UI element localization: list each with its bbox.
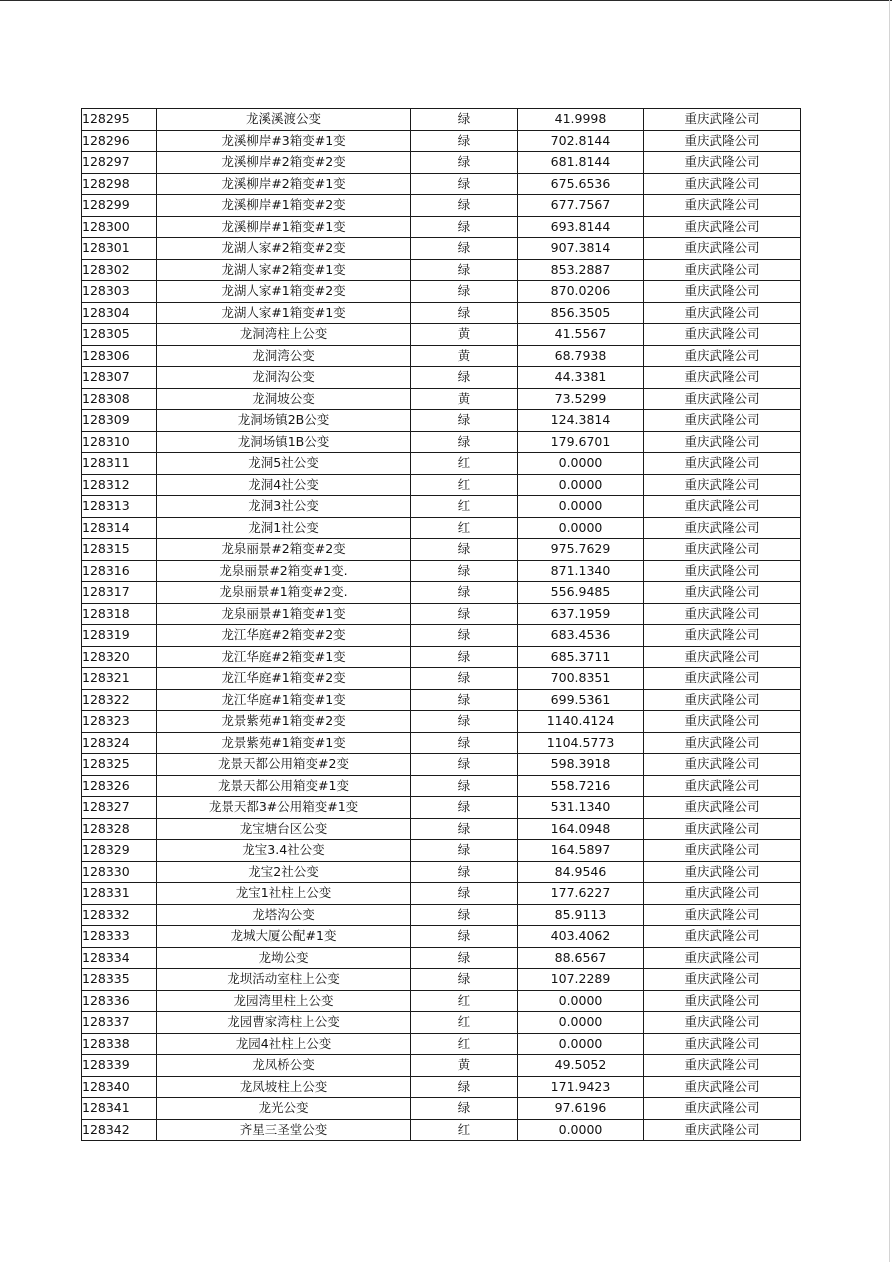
row-status-cell: 绿 (411, 625, 518, 647)
row-name-cell: 龙坳公变 (157, 947, 411, 969)
row-company-cell: 重庆武隆公司 (644, 818, 801, 840)
table-row (82, 410, 801, 432)
row-id-cell: 128336 (82, 990, 157, 1012)
row-name-cell: 龙江华庭#2箱变#1变 (157, 646, 411, 668)
row-value-cell: 700.8351 (518, 668, 644, 690)
row-id-cell: 128320 (82, 646, 157, 668)
row-value-cell: 85.9113 (518, 904, 644, 926)
row-id-cell: 128322 (82, 689, 157, 711)
row-company-cell: 重庆武隆公司 (644, 173, 801, 195)
row-name-cell: 龙园曹家湾柱上公变 (157, 1012, 411, 1034)
row-status-cell: 红 (411, 474, 518, 496)
row-value-cell: 685.3711 (518, 646, 644, 668)
row-company-cell: 重庆武隆公司 (644, 582, 801, 604)
row-company-cell: 重庆武隆公司 (644, 1055, 801, 1077)
row-id-cell: 128339 (82, 1055, 157, 1077)
row-company-cell: 重庆武隆公司 (644, 1098, 801, 1120)
row-name-cell: 龙景紫苑#1箱变#2变 (157, 711, 411, 733)
row-status-cell: 绿 (411, 560, 518, 582)
row-name-cell: 龙城大厦公配#1变 (157, 926, 411, 948)
row-value-cell: 164.0948 (518, 818, 644, 840)
row-value-cell: 699.5361 (518, 689, 644, 711)
row-id-cell: 128342 (82, 1119, 157, 1141)
row-id-cell: 128302 (82, 259, 157, 281)
row-name-cell: 龙园4社柱上公变 (157, 1033, 411, 1055)
row-company-cell: 重庆武隆公司 (644, 109, 801, 131)
row-value-cell: 558.7216 (518, 775, 644, 797)
row-status-cell: 黄 (411, 1055, 518, 1077)
row-id-cell: 128327 (82, 797, 157, 819)
row-company-cell: 重庆武隆公司 (644, 152, 801, 174)
row-company-cell: 重庆武隆公司 (644, 1119, 801, 1141)
table-row (82, 1119, 801, 1141)
row-value-cell: 68.7938 (518, 345, 644, 367)
row-id-cell: 128328 (82, 818, 157, 840)
row-name-cell: 龙洞场镇1B公变 (157, 431, 411, 453)
row-id-cell: 128317 (82, 582, 157, 604)
row-value-cell: 693.8144 (518, 216, 644, 238)
row-id-cell: 128295 (82, 109, 157, 131)
table-row (82, 238, 801, 260)
row-value-cell: 675.6536 (518, 173, 644, 195)
row-value-cell: 681.8144 (518, 152, 644, 174)
row-id-cell: 128308 (82, 388, 157, 410)
table-row (82, 732, 801, 754)
row-name-cell: 龙泉丽景#2箱变#2变 (157, 539, 411, 561)
row-value-cell: 598.3918 (518, 754, 644, 776)
row-id-cell: 128333 (82, 926, 157, 948)
row-name-cell: 龙溪柳岸#1箱变#1变 (157, 216, 411, 238)
row-name-cell: 龙洞3社公变 (157, 496, 411, 518)
table-row (82, 109, 801, 131)
row-company-cell: 重庆武隆公司 (644, 754, 801, 776)
row-company-cell: 重庆武隆公司 (644, 517, 801, 539)
table-row (82, 1098, 801, 1120)
table-row (82, 840, 801, 862)
row-status-cell: 绿 (411, 259, 518, 281)
page-right-edge (889, 0, 890, 1262)
row-status-cell: 红 (411, 1119, 518, 1141)
row-name-cell: 龙洞4社公变 (157, 474, 411, 496)
row-name-cell: 龙景天都公用箱变#2变 (157, 754, 411, 776)
row-name-cell: 龙景紫苑#1箱变#1变 (157, 732, 411, 754)
row-status-cell: 绿 (411, 238, 518, 260)
row-company-cell: 重庆武隆公司 (644, 711, 801, 733)
row-status-cell: 绿 (411, 582, 518, 604)
row-id-cell: 128305 (82, 324, 157, 346)
row-name-cell: 龙坝活动室柱上公变 (157, 969, 411, 991)
row-status-cell: 绿 (411, 754, 518, 776)
row-value-cell: 0.0000 (518, 496, 644, 518)
row-value-cell: 702.8144 (518, 130, 644, 152)
row-value-cell: 871.1340 (518, 560, 644, 582)
row-id-cell: 128332 (82, 904, 157, 926)
row-value-cell: 49.5052 (518, 1055, 644, 1077)
row-company-cell: 重庆武隆公司 (644, 259, 801, 281)
row-company-cell: 重庆武隆公司 (644, 969, 801, 991)
row-id-cell: 128331 (82, 883, 157, 905)
row-id-cell: 128298 (82, 173, 157, 195)
row-status-cell: 绿 (411, 152, 518, 174)
row-id-cell: 128324 (82, 732, 157, 754)
row-status-cell: 绿 (411, 883, 518, 905)
row-name-cell: 龙洞湾公变 (157, 345, 411, 367)
row-status-cell: 红 (411, 496, 518, 518)
transformer-table (81, 108, 801, 1141)
table-row (82, 797, 801, 819)
row-company-cell: 重庆武隆公司 (644, 904, 801, 926)
row-id-cell: 128321 (82, 668, 157, 690)
row-name-cell: 龙洞1社公变 (157, 517, 411, 539)
row-status-cell: 绿 (411, 130, 518, 152)
row-status-cell: 黄 (411, 388, 518, 410)
row-company-cell: 重庆武隆公司 (644, 947, 801, 969)
row-status-cell: 红 (411, 517, 518, 539)
page-top-border (0, 0, 892, 1)
table-row (82, 646, 801, 668)
row-value-cell: 164.5897 (518, 840, 644, 862)
row-status-cell: 绿 (411, 646, 518, 668)
row-value-cell: 44.3381 (518, 367, 644, 389)
row-value-cell: 171.9423 (518, 1076, 644, 1098)
table-row (82, 152, 801, 174)
table-row (82, 560, 801, 582)
row-company-cell: 重庆武隆公司 (644, 539, 801, 561)
row-status-cell: 绿 (411, 281, 518, 303)
row-company-cell: 重庆武隆公司 (644, 1033, 801, 1055)
row-status-cell: 绿 (411, 195, 518, 217)
row-status-cell: 黄 (411, 324, 518, 346)
table-row (82, 1055, 801, 1077)
row-company-cell: 重庆武隆公司 (644, 797, 801, 819)
row-name-cell: 龙宝塘台区公变 (157, 818, 411, 840)
table-row (82, 947, 801, 969)
row-value-cell: 0.0000 (518, 517, 644, 539)
row-name-cell: 龙洞场镇2B公变 (157, 410, 411, 432)
row-id-cell: 128304 (82, 302, 157, 324)
table-row (82, 818, 801, 840)
table-row (82, 883, 801, 905)
table-row (82, 969, 801, 991)
row-name-cell: 齐星三圣堂公变 (157, 1119, 411, 1141)
row-name-cell: 龙江华庭#2箱变#2变 (157, 625, 411, 647)
row-company-cell: 重庆武隆公司 (644, 474, 801, 496)
row-id-cell: 128330 (82, 861, 157, 883)
row-status-cell: 绿 (411, 861, 518, 883)
row-company-cell: 重庆武隆公司 (644, 431, 801, 453)
row-name-cell: 龙溪柳岸#3箱变#1变 (157, 130, 411, 152)
row-company-cell: 重庆武隆公司 (644, 238, 801, 260)
row-name-cell: 龙江华庭#1箱变#2变 (157, 668, 411, 690)
row-company-cell: 重庆武隆公司 (644, 840, 801, 862)
table-row (82, 302, 801, 324)
row-value-cell: 531.1340 (518, 797, 644, 819)
row-id-cell: 128300 (82, 216, 157, 238)
table-row (82, 345, 801, 367)
table-row (82, 539, 801, 561)
row-id-cell: 128319 (82, 625, 157, 647)
row-company-cell: 重庆武隆公司 (644, 883, 801, 905)
row-value-cell: 97.6196 (518, 1098, 644, 1120)
table-row (82, 904, 801, 926)
row-name-cell: 龙宝2社公变 (157, 861, 411, 883)
table-row (82, 711, 801, 733)
row-company-cell: 重庆武隆公司 (644, 775, 801, 797)
row-name-cell: 龙湖人家#1箱变#1变 (157, 302, 411, 324)
row-company-cell: 重庆武隆公司 (644, 990, 801, 1012)
row-status-cell: 绿 (411, 947, 518, 969)
row-name-cell: 龙泉丽景#1箱变#1变 (157, 603, 411, 625)
row-status-cell: 绿 (411, 603, 518, 625)
row-name-cell: 龙泉丽景#1箱变#2变. (157, 582, 411, 604)
row-value-cell: 0.0000 (518, 453, 644, 475)
row-status-cell: 绿 (411, 1098, 518, 1120)
table-row (82, 861, 801, 883)
row-id-cell: 128296 (82, 130, 157, 152)
table-row (82, 431, 801, 453)
row-id-cell: 128303 (82, 281, 157, 303)
row-name-cell: 龙凤坡柱上公变 (157, 1076, 411, 1098)
row-id-cell: 128323 (82, 711, 157, 733)
row-name-cell: 龙湖人家#2箱变#2变 (157, 238, 411, 260)
row-name-cell: 龙洞湾柱上公变 (157, 324, 411, 346)
row-value-cell: 975.7629 (518, 539, 644, 561)
row-status-cell: 绿 (411, 969, 518, 991)
row-id-cell: 128306 (82, 345, 157, 367)
row-company-cell: 重庆武隆公司 (644, 302, 801, 324)
row-name-cell: 龙宝3.4社公变 (157, 840, 411, 862)
row-value-cell: 0.0000 (518, 1012, 644, 1034)
row-company-cell: 重庆武隆公司 (644, 324, 801, 346)
row-status-cell: 绿 (411, 302, 518, 324)
row-value-cell: 403.4062 (518, 926, 644, 948)
row-company-cell: 重庆武隆公司 (644, 646, 801, 668)
row-id-cell: 128314 (82, 517, 157, 539)
row-status-cell: 绿 (411, 668, 518, 690)
row-value-cell: 41.5567 (518, 324, 644, 346)
row-id-cell: 128338 (82, 1033, 157, 1055)
row-id-cell: 128299 (82, 195, 157, 217)
row-status-cell: 绿 (411, 732, 518, 754)
row-status-cell: 绿 (411, 711, 518, 733)
row-id-cell: 128309 (82, 410, 157, 432)
row-status-cell: 绿 (411, 904, 518, 926)
row-company-cell: 重庆武隆公司 (644, 668, 801, 690)
row-id-cell: 128334 (82, 947, 157, 969)
row-name-cell: 龙凤桥公变 (157, 1055, 411, 1077)
row-status-cell: 绿 (411, 539, 518, 561)
row-company-cell: 重庆武隆公司 (644, 195, 801, 217)
row-value-cell: 0.0000 (518, 474, 644, 496)
table-row (82, 388, 801, 410)
table-row (82, 1012, 801, 1034)
row-status-cell: 绿 (411, 109, 518, 131)
row-id-cell: 128315 (82, 539, 157, 561)
row-name-cell: 龙宝1社柱上公变 (157, 883, 411, 905)
table-row (82, 367, 801, 389)
row-status-cell: 红 (411, 453, 518, 475)
row-company-cell: 重庆武隆公司 (644, 689, 801, 711)
row-id-cell: 128316 (82, 560, 157, 582)
row-company-cell: 重庆武隆公司 (644, 732, 801, 754)
row-company-cell: 重庆武隆公司 (644, 453, 801, 475)
row-company-cell: 重庆武隆公司 (644, 625, 801, 647)
row-value-cell: 856.3505 (518, 302, 644, 324)
table-row (82, 216, 801, 238)
table-row (82, 496, 801, 518)
table-row (82, 1076, 801, 1098)
row-status-cell: 绿 (411, 689, 518, 711)
table-row (82, 926, 801, 948)
table-row (82, 582, 801, 604)
row-id-cell: 128307 (82, 367, 157, 389)
row-value-cell: 637.1959 (518, 603, 644, 625)
row-name-cell: 龙洞沟公变 (157, 367, 411, 389)
table-row (82, 517, 801, 539)
row-id-cell: 128337 (82, 1012, 157, 1034)
row-name-cell: 龙景天都3#公用箱变#1变 (157, 797, 411, 819)
row-name-cell: 龙溪柳岸#2箱变#1变 (157, 173, 411, 195)
row-name-cell: 龙塔沟公变 (157, 904, 411, 926)
row-value-cell: 73.5299 (518, 388, 644, 410)
row-value-cell: 0.0000 (518, 1119, 644, 1141)
row-company-cell: 重庆武隆公司 (644, 367, 801, 389)
row-value-cell: 907.3814 (518, 238, 644, 260)
table-row (82, 603, 801, 625)
row-status-cell: 绿 (411, 216, 518, 238)
row-value-cell: 107.2289 (518, 969, 644, 991)
row-id-cell: 128329 (82, 840, 157, 862)
row-status-cell: 绿 (411, 775, 518, 797)
table-row (82, 1033, 801, 1055)
row-id-cell: 128301 (82, 238, 157, 260)
row-value-cell: 0.0000 (518, 1033, 644, 1055)
table-row (82, 775, 801, 797)
row-status-cell: 绿 (411, 926, 518, 948)
row-company-cell: 重庆武隆公司 (644, 345, 801, 367)
row-name-cell: 龙溪柳岸#2箱变#2变 (157, 152, 411, 174)
row-company-cell: 重庆武隆公司 (644, 603, 801, 625)
row-id-cell: 128311 (82, 453, 157, 475)
row-status-cell: 绿 (411, 173, 518, 195)
row-value-cell: 677.7567 (518, 195, 644, 217)
row-value-cell: 1104.5773 (518, 732, 644, 754)
row-company-cell: 重庆武隆公司 (644, 861, 801, 883)
row-company-cell: 重庆武隆公司 (644, 1012, 801, 1034)
row-status-cell: 绿 (411, 797, 518, 819)
row-company-cell: 重庆武隆公司 (644, 926, 801, 948)
row-id-cell: 128297 (82, 152, 157, 174)
row-name-cell: 龙洞坡公变 (157, 388, 411, 410)
table-row (82, 625, 801, 647)
row-id-cell: 128310 (82, 431, 157, 453)
table-row (82, 259, 801, 281)
table-row (82, 689, 801, 711)
row-id-cell: 128312 (82, 474, 157, 496)
table-row (82, 195, 801, 217)
table-row (82, 130, 801, 152)
table-row (82, 324, 801, 346)
row-status-cell: 黄 (411, 345, 518, 367)
row-value-cell: 1140.4124 (518, 711, 644, 733)
table-row (82, 668, 801, 690)
row-name-cell: 龙景天都公用箱变#1变 (157, 775, 411, 797)
row-name-cell: 龙园湾里柱上公变 (157, 990, 411, 1012)
table-row (82, 754, 801, 776)
row-value-cell: 0.0000 (518, 990, 644, 1012)
row-value-cell: 179.6701 (518, 431, 644, 453)
row-value-cell: 84.9546 (518, 861, 644, 883)
row-value-cell: 124.3814 (518, 410, 644, 432)
row-company-cell: 重庆武隆公司 (644, 216, 801, 238)
row-id-cell: 128326 (82, 775, 157, 797)
row-id-cell: 128313 (82, 496, 157, 518)
row-status-cell: 绿 (411, 1076, 518, 1098)
row-value-cell: 556.9485 (518, 582, 644, 604)
row-status-cell: 红 (411, 990, 518, 1012)
row-company-cell: 重庆武隆公司 (644, 560, 801, 582)
row-status-cell: 绿 (411, 431, 518, 453)
row-company-cell: 重庆武隆公司 (644, 388, 801, 410)
row-status-cell: 绿 (411, 367, 518, 389)
row-name-cell: 龙光公变 (157, 1098, 411, 1120)
row-status-cell: 绿 (411, 818, 518, 840)
row-company-cell: 重庆武隆公司 (644, 130, 801, 152)
table-row (82, 990, 801, 1012)
table-row (82, 474, 801, 496)
row-status-cell: 红 (411, 1012, 518, 1034)
row-value-cell: 870.0206 (518, 281, 644, 303)
row-value-cell: 853.2887 (518, 259, 644, 281)
row-name-cell: 龙溪柳岸#1箱变#2变 (157, 195, 411, 217)
row-id-cell: 128340 (82, 1076, 157, 1098)
row-status-cell: 红 (411, 1033, 518, 1055)
row-name-cell: 龙江华庭#1箱变#1变 (157, 689, 411, 711)
row-name-cell: 龙洞5社公变 (157, 453, 411, 475)
row-value-cell: 683.4536 (518, 625, 644, 647)
row-company-cell: 重庆武隆公司 (644, 410, 801, 432)
row-name-cell: 龙泉丽景#2箱变#1变. (157, 560, 411, 582)
row-value-cell: 41.9998 (518, 109, 644, 131)
row-status-cell: 绿 (411, 410, 518, 432)
table-body (82, 109, 801, 1141)
row-id-cell: 128325 (82, 754, 157, 776)
row-name-cell: 龙溪溪渡公变 (157, 109, 411, 131)
row-id-cell: 128335 (82, 969, 157, 991)
row-name-cell: 龙湖人家#1箱变#2变 (157, 281, 411, 303)
row-company-cell: 重庆武隆公司 (644, 1076, 801, 1098)
table-row (82, 281, 801, 303)
row-name-cell: 龙湖人家#2箱变#1变 (157, 259, 411, 281)
row-company-cell: 重庆武隆公司 (644, 496, 801, 518)
table-row (82, 173, 801, 195)
row-company-cell: 重庆武隆公司 (644, 281, 801, 303)
row-value-cell: 88.6567 (518, 947, 644, 969)
row-value-cell: 177.6227 (518, 883, 644, 905)
table-row (82, 453, 801, 475)
row-id-cell: 128318 (82, 603, 157, 625)
row-status-cell: 绿 (411, 840, 518, 862)
row-id-cell: 128341 (82, 1098, 157, 1120)
